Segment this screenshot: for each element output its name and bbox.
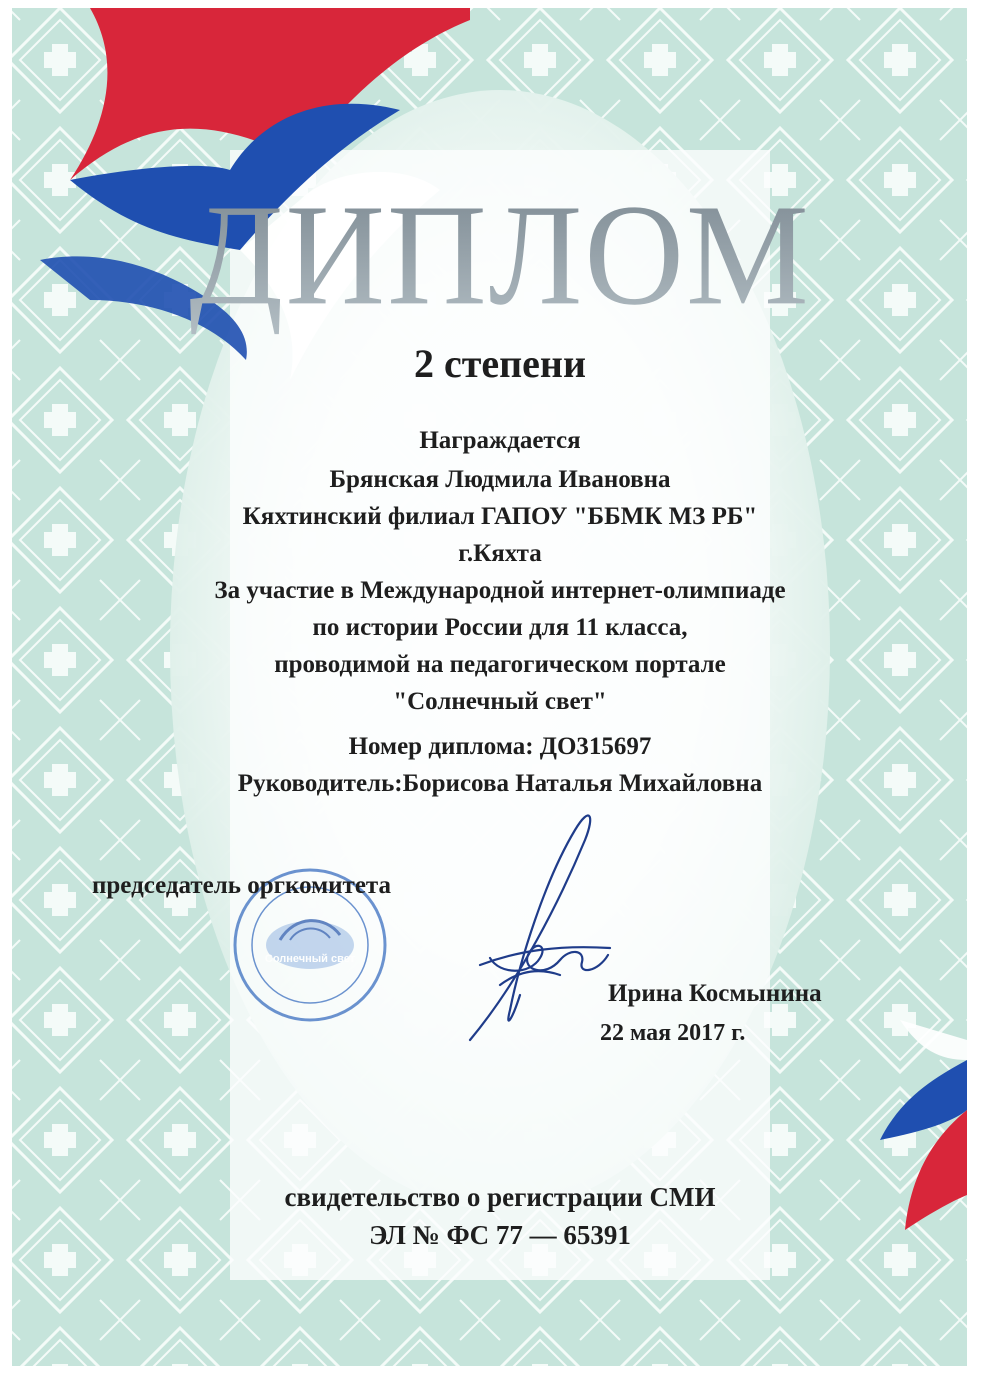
portal-name: "Солнечный свет"	[393, 688, 607, 715]
signer-name: Ирина Космынина	[608, 980, 822, 1007]
chair-label: председатель оргкомитета	[92, 872, 392, 899]
diploma-degree: 2 степени	[413, 341, 587, 386]
awarded-label: Награждается	[419, 427, 581, 454]
diploma-number: Номер диплома: ДО315697	[348, 733, 652, 760]
issue-date: 22 мая 2017 г.	[600, 1020, 746, 1046]
reason-line-2: по истории России для 11 класса,	[312, 614, 688, 641]
registration-line-2: ЭЛ № ФС 77 — 65391	[369, 1220, 631, 1250]
recipient-name: Брянская Людмила Ивановна	[329, 466, 671, 493]
city-name: г.Кяхта	[458, 540, 542, 567]
supervisor-name: Руководитель:Борисова Наталья Михайловна	[237, 770, 763, 797]
reason-line-3: проводимой на педагогическом портале	[274, 651, 726, 678]
stamp-text: Солнечный свет	[264, 953, 356, 965]
diploma-title: ДИПЛОМ	[0, 171, 1000, 338]
registration-line-1: свидетельство о регистрации СМИ	[284, 1182, 716, 1212]
reason-line-1: За участие в Международной интернет-олимпиаде	[214, 577, 786, 604]
institution-name: Кяхтинский филиал ГАПОУ "ББМК МЗ РБ"	[242, 503, 758, 530]
